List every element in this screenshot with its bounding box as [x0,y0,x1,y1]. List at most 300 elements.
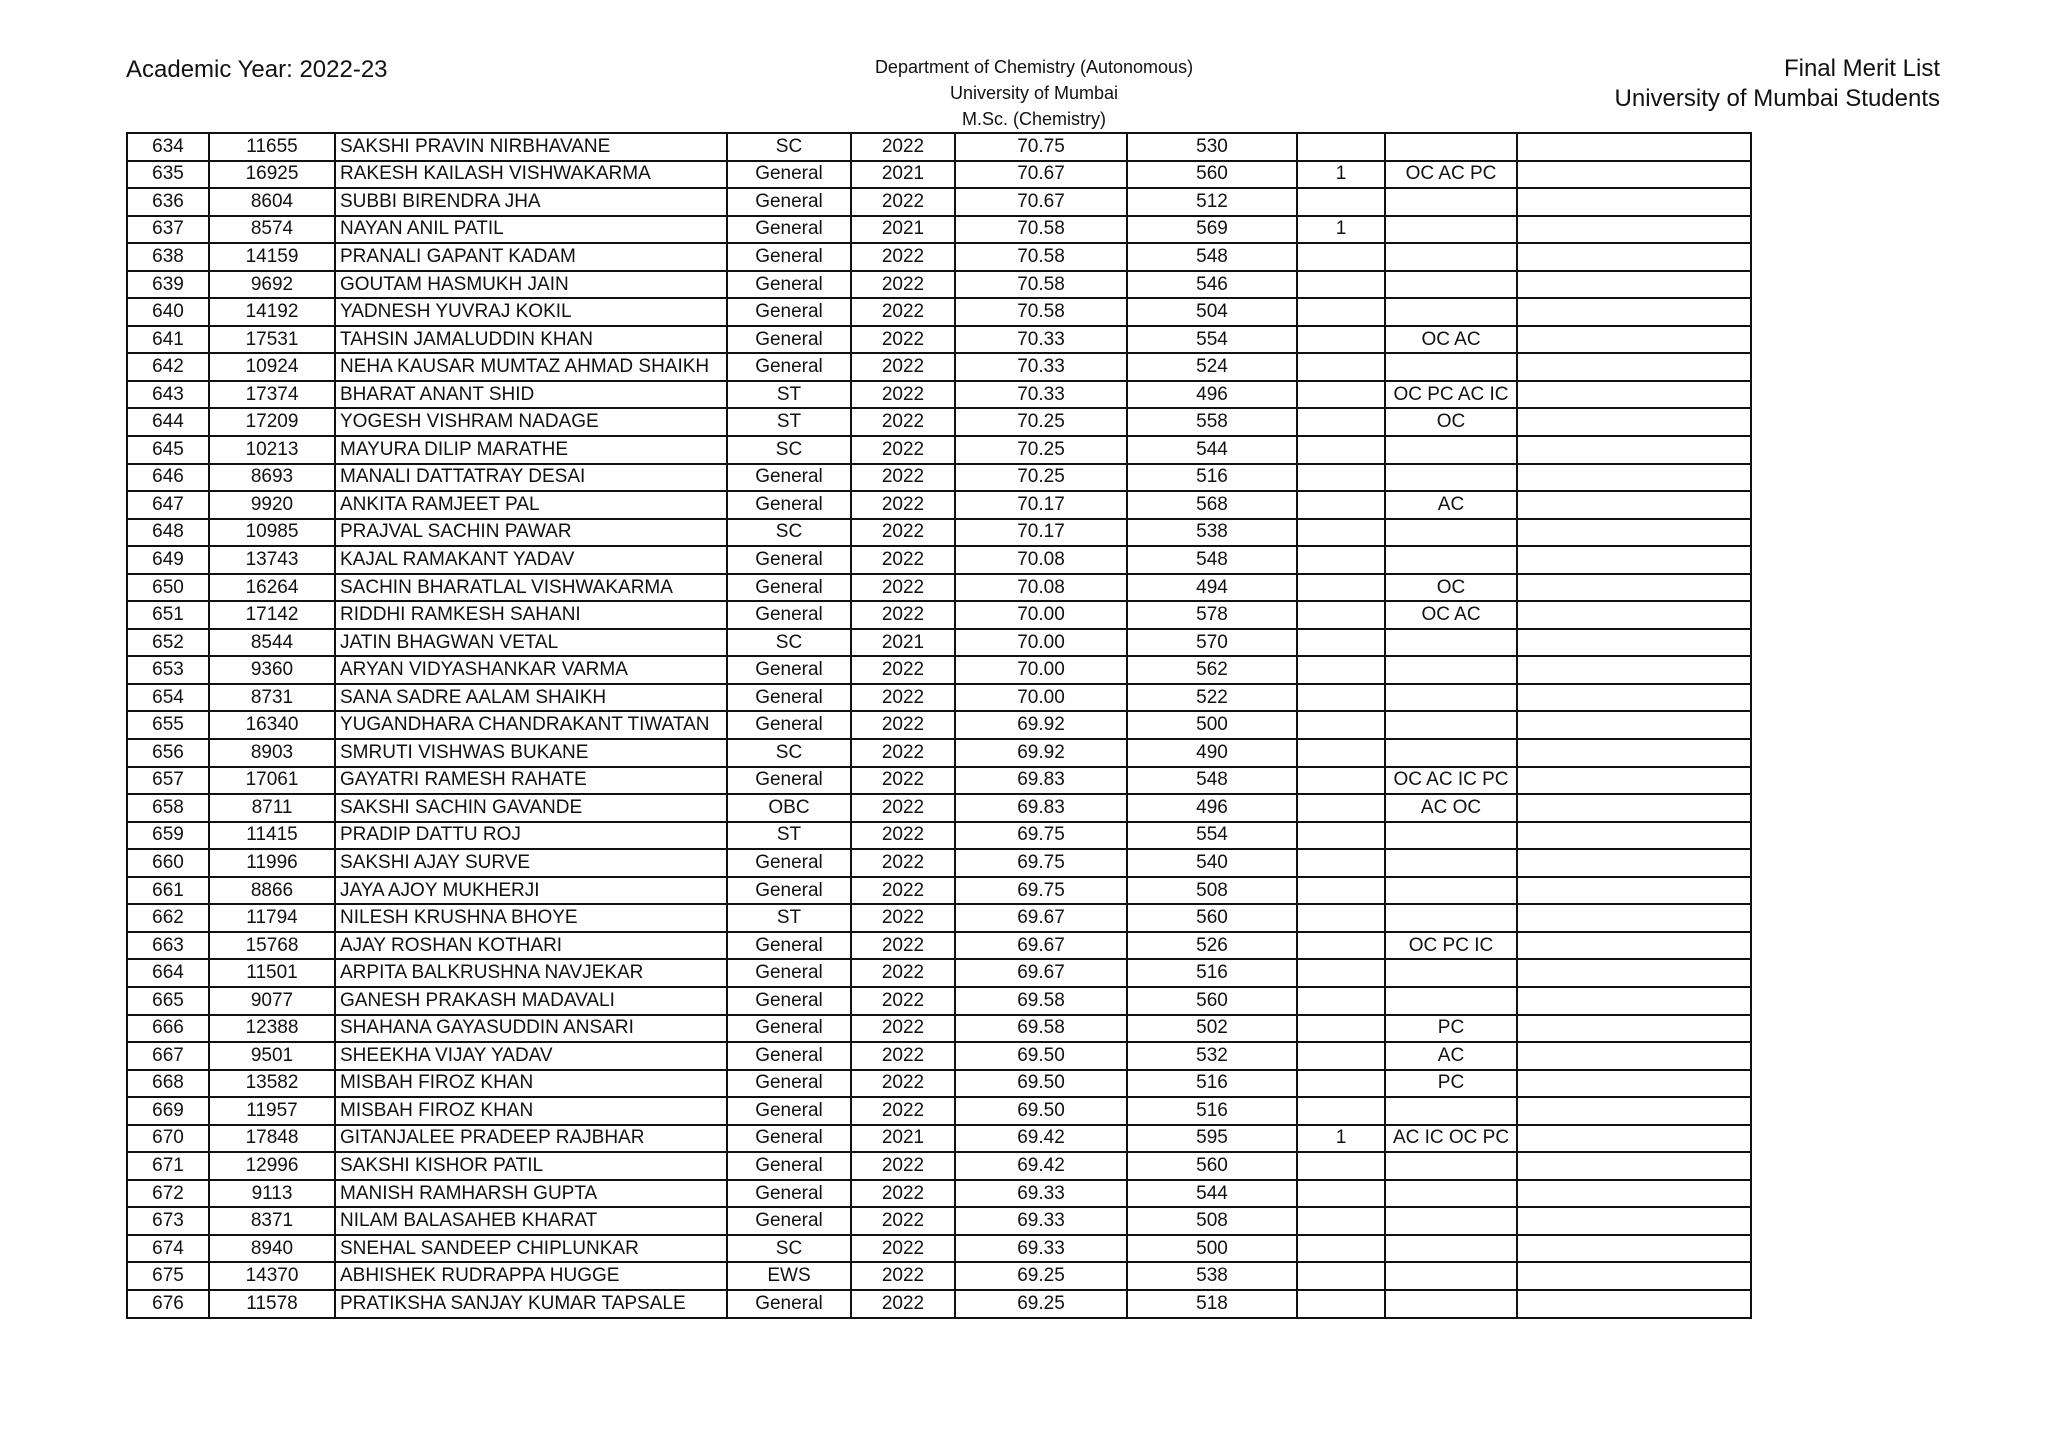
form-no-cell: 8371 [209,1207,335,1235]
remarks-cell [1517,326,1751,354]
category-cell: SC [727,519,851,547]
student-name-cell: RIDDHI RAMKESH SAHANI [335,601,727,629]
subjects-cell: AC [1385,1042,1517,1070]
remarks-cell [1517,464,1751,492]
remarks-cell [1517,1290,1751,1318]
category-cell: General [727,1125,851,1153]
category-cell: General [727,932,851,960]
attempt-cell [1297,959,1385,987]
category-cell: General [727,684,851,712]
percentage-cell: 70.33 [955,353,1127,381]
remarks-cell [1517,1235,1751,1263]
table-row [127,987,1751,1015]
marks-cell: 578 [1127,601,1297,629]
attempt-cell [1297,243,1385,271]
subjects-cell [1385,271,1517,299]
remarks-cell [1517,491,1751,519]
table-row [127,1125,1751,1153]
percentage-cell: 70.08 [955,574,1127,602]
student-name-cell: MAYURA DILIP MARATHE [335,436,727,464]
form-no-cell: 8544 [209,629,335,657]
marks-cell: 504 [1127,298,1297,326]
student-name-cell: NAYAN ANIL PATIL [335,216,727,244]
marks-cell: 494 [1127,574,1297,602]
attempt-cell: 1 [1297,216,1385,244]
form-no-cell: 13582 [209,1070,335,1098]
remarks-cell [1517,1042,1751,1070]
subjects-cell: AC [1385,491,1517,519]
passing-year-cell: 2022 [851,656,955,684]
passing-year-cell: 2022 [851,381,955,409]
remarks-cell [1517,133,1751,161]
passing-year-cell: 2022 [851,491,955,519]
percentage-cell: 70.58 [955,243,1127,271]
sr-no-cell: 663 [127,932,209,960]
percentage-cell: 70.75 [955,133,1127,161]
form-no-cell: 11794 [209,904,335,932]
passing-year-cell: 2021 [851,161,955,189]
percentage-cell: 69.75 [955,849,1127,877]
student-name-cell: BHARAT ANANT SHID [335,381,727,409]
category-cell: General [727,574,851,602]
subjects-cell [1385,298,1517,326]
subjects-cell [1385,464,1517,492]
table-row [127,298,1751,326]
table-row [127,767,1751,795]
department-name: Department of Chemistry (Autonomous) [874,57,1194,77]
remarks-cell [1517,932,1751,960]
programme-name: M.Sc. (Chemistry) [962,109,1106,129]
category-cell: General [727,491,851,519]
sr-no-cell: 657 [127,767,209,795]
sr-no-cell: 665 [127,987,209,1015]
subjects-cell: AC IC OC PC [1385,1125,1517,1153]
attempt-cell [1297,133,1385,161]
category-cell: ST [727,408,851,436]
remarks-cell [1517,188,1751,216]
percentage-cell: 69.33 [955,1207,1127,1235]
attempt-cell [1297,1042,1385,1070]
form-no-cell: 17142 [209,601,335,629]
sr-no-cell: 662 [127,904,209,932]
sr-no-cell: 673 [127,1207,209,1235]
student-name-cell: PRATIKSHA SANJAY KUMAR TAPSALE [335,1290,727,1318]
subjects-cell: PC [1385,1070,1517,1098]
subjects-cell: AC OC [1385,794,1517,822]
marks-cell: 554 [1127,822,1297,850]
marks-cell: 562 [1127,656,1297,684]
student-name-cell: MANISH RAMHARSH GUPTA [335,1180,727,1208]
passing-year-cell: 2022 [851,298,955,326]
marks-cell: 530 [1127,133,1297,161]
remarks-cell [1517,822,1751,850]
remarks-cell [1517,656,1751,684]
table-row [127,684,1751,712]
student-name-cell: SHAHANA GAYASUDDIN ANSARI [335,1015,727,1043]
marks-cell: 538 [1127,1262,1297,1290]
form-no-cell: 11578 [209,1290,335,1318]
student-name-cell: SAKSHI AJAY SURVE [335,849,727,877]
category-cell: General [727,216,851,244]
table-row [127,1262,1751,1290]
subjects-cell [1385,656,1517,684]
remarks-cell [1517,1180,1751,1208]
category-cell: SC [727,133,851,161]
passing-year-cell: 2022 [851,464,955,492]
percentage-cell: 70.25 [955,408,1127,436]
marks-cell: 570 [1127,629,1297,657]
remarks-cell [1517,849,1751,877]
subjects-cell: OC [1385,408,1517,436]
form-no-cell: 11501 [209,959,335,987]
student-name-cell: YOGESH VISHRAM NADAGE [335,408,727,436]
student-name-cell: GOUTAM HASMUKH JAIN [335,271,727,299]
table-row [127,822,1751,850]
attempt-cell [1297,574,1385,602]
passing-year-cell: 2022 [851,1097,955,1125]
attempt-cell [1297,739,1385,767]
category-cell: General [727,711,851,739]
attempt-cell [1297,188,1385,216]
merit-table-body [127,133,1751,1318]
remarks-cell [1517,1262,1751,1290]
sr-no-cell: 675 [127,1262,209,1290]
attempt-cell [1297,822,1385,850]
student-name-cell: JATIN BHAGWAN VETAL [335,629,727,657]
attempt-cell [1297,546,1385,574]
form-no-cell: 9920 [209,491,335,519]
passing-year-cell: 2022 [851,408,955,436]
passing-year-cell: 2022 [851,684,955,712]
form-no-cell: 12388 [209,1015,335,1043]
attempt-cell [1297,519,1385,547]
percentage-cell: 69.50 [955,1042,1127,1070]
subjects-cell: OC PC IC [1385,932,1517,960]
percentage-cell: 69.75 [955,822,1127,850]
remarks-cell [1517,767,1751,795]
remarks-cell [1517,1152,1751,1180]
marks-cell: 524 [1127,353,1297,381]
subjects-cell [1385,711,1517,739]
attempt-cell [1297,684,1385,712]
attempt-cell [1297,1015,1385,1043]
marks-cell: 512 [1127,188,1297,216]
attempt-cell [1297,904,1385,932]
remarks-cell [1517,436,1751,464]
sr-no-cell: 651 [127,601,209,629]
sr-no-cell: 637 [127,216,209,244]
attempt-cell [1297,656,1385,684]
subjects-cell [1385,1290,1517,1318]
remarks-cell [1517,271,1751,299]
remarks-cell [1517,298,1751,326]
marks-cell: 500 [1127,711,1297,739]
passing-year-cell: 2022 [851,932,955,960]
marks-cell: 516 [1127,1097,1297,1125]
remarks-cell [1517,1015,1751,1043]
attempt-cell [1297,794,1385,822]
sr-no-cell: 636 [127,188,209,216]
student-name-cell: GITANJALEE PRADEEP RAJBHAR [335,1125,727,1153]
table-row [127,271,1751,299]
passing-year-cell: 2022 [851,1290,955,1318]
percentage-cell: 69.25 [955,1262,1127,1290]
sr-no-cell: 644 [127,408,209,436]
attempt-cell [1297,1097,1385,1125]
marks-cell: 538 [1127,519,1297,547]
category-cell: General [727,601,851,629]
marks-cell: 500 [1127,1235,1297,1263]
table-row [127,464,1751,492]
passing-year-cell: 2022 [851,519,955,547]
category-cell: General [727,271,851,299]
subjects-cell [1385,987,1517,1015]
sr-no-cell: 635 [127,161,209,189]
percentage-cell: 69.67 [955,904,1127,932]
sr-no-cell: 658 [127,794,209,822]
category-cell: General [727,1290,851,1318]
form-no-cell: 16264 [209,574,335,602]
category-cell: SC [727,1235,851,1263]
passing-year-cell: 2022 [851,1262,955,1290]
category-cell: General [727,353,851,381]
subjects-cell: OC AC IC PC [1385,767,1517,795]
marks-cell: 560 [1127,161,1297,189]
percentage-cell: 69.67 [955,932,1127,960]
form-no-cell: 10924 [209,353,335,381]
attempt-cell [1297,849,1385,877]
category-cell: General [727,656,851,684]
student-name-cell: YADNESH YUVRAJ KOKIL [335,298,727,326]
student-name-cell: SANA SADRE AALAM SHAIKH [335,684,727,712]
marks-cell: 544 [1127,436,1297,464]
marks-cell: 496 [1127,381,1297,409]
table-row [127,656,1751,684]
form-no-cell: 9077 [209,987,335,1015]
category-cell: SC [727,629,851,657]
sr-no-cell: 661 [127,877,209,905]
sr-no-cell: 674 [127,1235,209,1263]
sr-no-cell: 655 [127,711,209,739]
table-row [127,353,1751,381]
sr-no-cell: 649 [127,546,209,574]
subjects-cell [1385,188,1517,216]
attempt-cell: 1 [1297,1125,1385,1153]
percentage-cell: 69.67 [955,959,1127,987]
subjects-cell [1385,849,1517,877]
sr-no-cell: 659 [127,822,209,850]
table-row [127,1180,1751,1208]
form-no-cell: 17209 [209,408,335,436]
percentage-cell: 70.17 [955,519,1127,547]
form-no-cell: 9692 [209,271,335,299]
category-cell: General [727,326,851,354]
form-no-cell: 15768 [209,932,335,960]
remarks-cell [1517,161,1751,189]
table-row [127,932,1751,960]
form-no-cell: 14159 [209,243,335,271]
student-name-cell: JAYA AJOY MUKHERJI [335,877,727,905]
subjects-cell [1385,684,1517,712]
attempt-cell [1297,629,1385,657]
passing-year-cell: 2022 [851,436,955,464]
passing-year-cell: 2022 [851,877,955,905]
passing-year-cell: 2022 [851,739,955,767]
remarks-cell [1517,739,1751,767]
sr-no-cell: 652 [127,629,209,657]
category-cell: General [727,1207,851,1235]
student-name-cell: GAYATRI RAMESH RAHATE [335,767,727,795]
passing-year-cell: 2022 [851,326,955,354]
remarks-cell [1517,684,1751,712]
remarks-cell [1517,629,1751,657]
attempt-cell [1297,767,1385,795]
table-row [127,601,1751,629]
attempt-cell [1297,1070,1385,1098]
subjects-cell [1385,546,1517,574]
form-no-cell: 17531 [209,326,335,354]
category-cell: EWS [727,1262,851,1290]
table-row [127,959,1751,987]
remarks-cell [1517,959,1751,987]
table-row [127,574,1751,602]
subjects-cell [1385,133,1517,161]
passing-year-cell: 2022 [851,794,955,822]
passing-year-cell: 2022 [851,271,955,299]
category-cell: ST [727,822,851,850]
form-no-cell: 13743 [209,546,335,574]
subjects-cell [1385,1097,1517,1125]
marks-cell: 526 [1127,932,1297,960]
form-no-cell: 10985 [209,519,335,547]
remarks-cell [1517,1125,1751,1153]
remarks-cell [1517,1097,1751,1125]
category-cell: General [727,1015,851,1043]
form-no-cell: 8940 [209,1235,335,1263]
passing-year-cell: 2022 [851,904,955,932]
passing-year-cell: 2021 [851,1125,955,1153]
table-row [127,161,1751,189]
student-name-cell: PRAJVAL SACHIN PAWAR [335,519,727,547]
percentage-cell: 70.00 [955,629,1127,657]
form-no-cell: 11655 [209,133,335,161]
list-title-line2: University of Mumbai Students [1614,85,1940,112]
attempt-cell [1297,877,1385,905]
form-no-cell: 17061 [209,767,335,795]
marks-cell: 548 [1127,546,1297,574]
sr-no-cell: 642 [127,353,209,381]
attempt-cell: 1 [1297,161,1385,189]
category-cell: General [727,188,851,216]
percentage-cell: 69.33 [955,1235,1127,1263]
subjects-cell [1385,629,1517,657]
table-row [127,1070,1751,1098]
marks-cell: 502 [1127,1015,1297,1043]
list-title [1615,54,1940,114]
percentage-cell: 69.58 [955,1015,1127,1043]
student-name-cell: NILESH KRUSHNA BHOYE [335,904,727,932]
table-row [127,546,1751,574]
attempt-cell [1297,408,1385,436]
form-no-cell: 17848 [209,1125,335,1153]
form-no-cell: 8866 [209,877,335,905]
marks-cell: 595 [1127,1125,1297,1153]
subjects-cell: PC [1385,1015,1517,1043]
percentage-cell: 69.83 [955,767,1127,795]
attempt-cell [1297,1290,1385,1318]
table-row [127,326,1751,354]
student-name-cell: GANESH PRAKASH MADAVALI [335,987,727,1015]
percentage-cell: 69.25 [955,1290,1127,1318]
attempt-cell [1297,711,1385,739]
percentage-cell: 70.33 [955,326,1127,354]
sr-no-cell: 667 [127,1042,209,1070]
percentage-cell: 69.83 [955,794,1127,822]
department-header [834,54,1234,132]
percentage-cell: 70.58 [955,298,1127,326]
percentage-cell: 69.33 [955,1180,1127,1208]
form-no-cell: 9360 [209,656,335,684]
category-cell: General [727,959,851,987]
table-row [127,1097,1751,1125]
form-no-cell: 8604 [209,188,335,216]
percentage-cell: 70.58 [955,271,1127,299]
form-no-cell: 9113 [209,1180,335,1208]
marks-cell: 560 [1127,1152,1297,1180]
passing-year-cell: 2022 [851,822,955,850]
remarks-cell [1517,877,1751,905]
subjects-cell [1385,1235,1517,1263]
attempt-cell [1297,1235,1385,1263]
sr-no-cell: 653 [127,656,209,684]
percentage-cell: 70.33 [955,381,1127,409]
sr-no-cell: 647 [127,491,209,519]
subjects-cell: OC [1385,574,1517,602]
table-row [127,711,1751,739]
attempt-cell [1297,381,1385,409]
form-no-cell: 11996 [209,849,335,877]
table-row [127,133,1751,161]
sr-no-cell: 641 [127,326,209,354]
subjects-cell [1385,877,1517,905]
category-cell: SC [727,739,851,767]
student-name-cell: TAHSIN JAMALUDDIN KHAN [335,326,727,354]
form-no-cell: 8693 [209,464,335,492]
category-cell: SC [727,436,851,464]
student-name-cell: SNEHAL SANDEEP CHIPLUNKAR [335,1235,727,1263]
passing-year-cell: 2022 [851,1042,955,1070]
remarks-cell [1517,711,1751,739]
percentage-cell: 70.58 [955,216,1127,244]
table-row [127,1042,1751,1070]
marks-cell: 516 [1127,464,1297,492]
sr-no-cell: 668 [127,1070,209,1098]
passing-year-cell: 2022 [851,1070,955,1098]
form-no-cell: 8903 [209,739,335,767]
academic-year: Academic Year: 2022-23 [126,56,388,83]
passing-year-cell: 2022 [851,1015,955,1043]
category-cell: General [727,767,851,795]
remarks-cell [1517,216,1751,244]
subjects-cell [1385,243,1517,271]
marks-cell: 558 [1127,408,1297,436]
passing-year-cell: 2022 [851,133,955,161]
merit-table [126,132,1752,1319]
percentage-cell: 70.17 [955,491,1127,519]
passing-year-cell: 2022 [851,1180,955,1208]
remarks-cell [1517,1207,1751,1235]
category-cell: General [727,849,851,877]
